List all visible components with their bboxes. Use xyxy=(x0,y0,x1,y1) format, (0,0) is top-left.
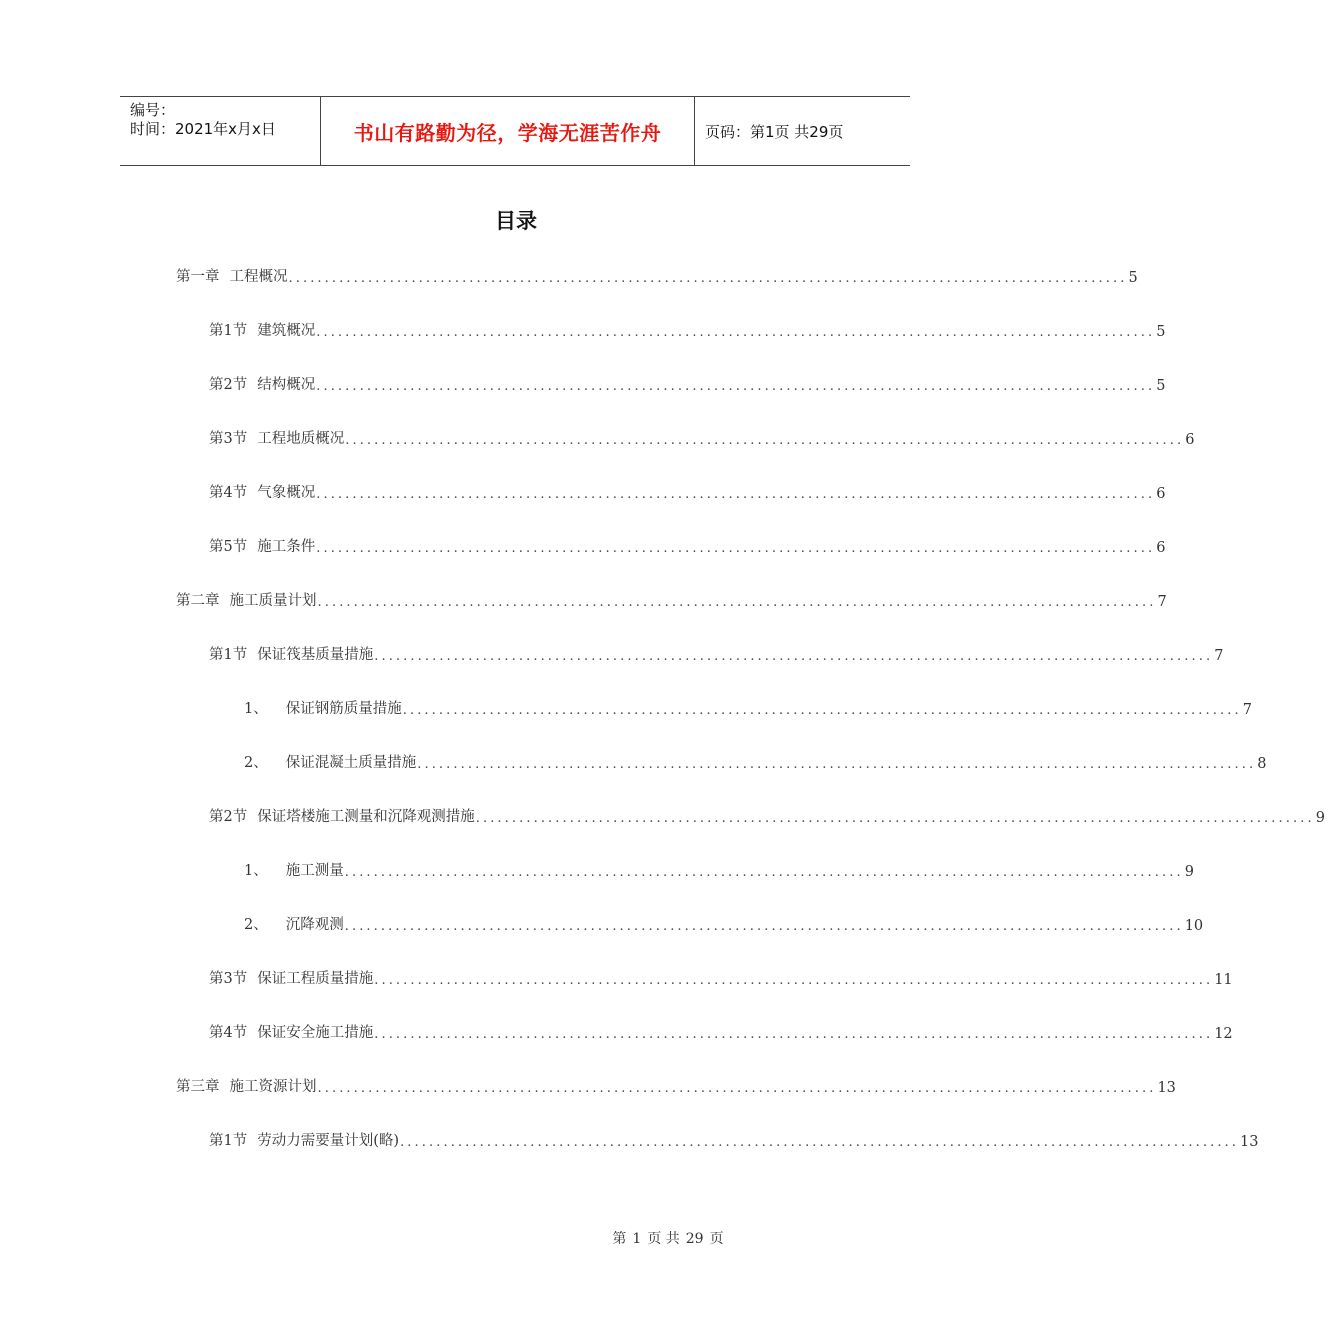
toc-entry-number: 2、 xyxy=(244,755,268,771)
toc-entry-text: 保证安全施工措施 xyxy=(257,1025,374,1041)
toc-leader-dots: .................................................................................................................... xyxy=(374,649,1214,664)
toc-entry-number: 第3节 xyxy=(209,431,248,447)
toc-entry[interactable] xyxy=(176,588,1167,610)
toc-entry-text: 结构概况 xyxy=(257,377,316,393)
toc-entry[interactable] xyxy=(176,1074,1176,1096)
toc-leader-dots: .................................................................................................................... xyxy=(316,487,1156,502)
toc-entry[interactable] xyxy=(209,372,1166,394)
toc-entry[interactable] xyxy=(176,264,1138,286)
toc-entry-text: 工程概况 xyxy=(229,269,288,285)
footer-middle: 页 共 xyxy=(647,1231,680,1247)
toc-leader-dots: .................................................................................................................... xyxy=(317,1081,1157,1096)
toc-leader-dots: .................................................................................................................... xyxy=(345,433,1185,448)
toc-entry-number: 2、 xyxy=(244,917,268,933)
toc-entry-page: 7 xyxy=(1242,702,1252,718)
toc-entry-text: 保证工程质量措施 xyxy=(257,971,374,987)
toc-entry[interactable] xyxy=(244,750,1267,772)
toc-entry-number: 1、 xyxy=(244,701,268,717)
toc-leader-dots: .................................................................................................................... xyxy=(400,1135,1240,1150)
toc-entry-text: 保证混凝土质量措施 xyxy=(285,755,417,771)
toc-entry-page: 5 xyxy=(1128,270,1138,286)
toc-entry-text: 保证筏基质量措施 xyxy=(257,647,374,663)
toc-entry-text: 施工质量计划 xyxy=(229,593,317,609)
toc-entry-number: 第2节 xyxy=(209,377,248,393)
toc-leader-dots: .................................................................................................................... xyxy=(344,865,1184,880)
toc-leader-dots: .................................................................................................................... xyxy=(288,271,1128,286)
toc-title: 目录 xyxy=(495,209,537,233)
toc-entry-page: 8 xyxy=(1257,756,1267,772)
footer-current-page: 1 xyxy=(632,1231,642,1247)
toc-entry-text: 施工资源计划 xyxy=(229,1079,317,1095)
toc-entry-number: 第1节 xyxy=(209,1133,248,1149)
toc-entry-number: 1、 xyxy=(244,863,268,879)
toc-leader-dots: .................................................................................................................... xyxy=(316,541,1156,556)
toc-entry-page: 12 xyxy=(1214,1026,1233,1042)
toc-entry-page: 9 xyxy=(1184,864,1194,880)
toc-entry-page: 13 xyxy=(1157,1080,1176,1096)
toc-entry-number: 第二章 xyxy=(176,593,220,609)
toc-entry-text: 气象概况 xyxy=(257,485,316,501)
toc-entry-text: 施工测量 xyxy=(285,863,344,879)
toc-entry[interactable] xyxy=(244,912,1204,934)
toc-entry-page: 6 xyxy=(1185,432,1195,448)
toc-leader-dots: .................................................................................................................... xyxy=(344,919,1184,934)
toc-entry[interactable] xyxy=(209,804,1325,826)
toc-entry-page: 9 xyxy=(1315,810,1325,826)
footer-total-pages: 29 xyxy=(685,1231,704,1247)
toc-entry-number: 第4节 xyxy=(209,1025,248,1041)
toc-leader-dots: .................................................................................................................... xyxy=(317,595,1157,610)
toc-entry-text: 劳动力需要量计划(略) xyxy=(257,1133,400,1149)
toc-leader-dots: .................................................................................................................... xyxy=(475,811,1315,826)
toc-leader-dots: .................................................................................................................... xyxy=(417,757,1257,772)
toc-entry[interactable] xyxy=(209,966,1233,988)
toc-leader-dots: .................................................................................................................... xyxy=(316,379,1156,394)
footer-suffix: 页 xyxy=(709,1231,724,1247)
toc-entry-page: 5 xyxy=(1156,324,1166,340)
toc-entry-text: 保证塔楼施工测量和沉降观测措施 xyxy=(257,809,475,825)
toc-entry-number: 第4节 xyxy=(209,485,248,501)
toc-entry-page: 7 xyxy=(1157,594,1167,610)
toc-entry-text: 沉降观测 xyxy=(285,917,344,933)
toc-entry-page: 5 xyxy=(1156,378,1166,394)
toc-entry-page: 11 xyxy=(1214,972,1233,988)
toc-entry-number: 第1节 xyxy=(209,323,248,339)
toc-entry[interactable] xyxy=(209,480,1166,502)
toc-leader-dots: .................................................................................................................... xyxy=(316,325,1156,340)
toc-entry-text: 工程地质概况 xyxy=(257,431,345,447)
toc-entry-number: 第1节 xyxy=(209,647,248,663)
toc-entry-page: 13 xyxy=(1240,1134,1259,1150)
toc-entry-number: 第三章 xyxy=(176,1079,220,1095)
toc-entry-text: 建筑概况 xyxy=(257,323,316,339)
toc-entry-page: 6 xyxy=(1156,486,1166,502)
toc-entry-text: 施工条件 xyxy=(257,539,316,555)
toc-entry-page: 7 xyxy=(1214,648,1224,664)
toc-entry-page: 10 xyxy=(1184,918,1204,934)
header-page-label: 页码：第1页 共29页 xyxy=(705,122,844,141)
toc-entry-number: 第5节 xyxy=(209,539,248,555)
toc-leader-dots: .................................................................................................................... xyxy=(374,1027,1214,1042)
toc-entry[interactable] xyxy=(209,318,1166,340)
toc-entry[interactable] xyxy=(209,642,1224,664)
footer-prefix: 第 xyxy=(612,1231,627,1247)
toc-entry-number: 第2节 xyxy=(209,809,248,825)
toc-entry[interactable] xyxy=(209,534,1166,556)
toc-entry[interactable] xyxy=(209,1128,1259,1150)
header-motto: 书山有路勤为径，学海无涯苦作舟 xyxy=(321,97,695,165)
toc-leader-dots: .................................................................................................................... xyxy=(402,703,1242,718)
toc-entry[interactable] xyxy=(209,1020,1233,1042)
toc-entry-number: 第一章 xyxy=(176,269,220,285)
toc-entry[interactable] xyxy=(209,426,1195,448)
toc-leader-dots: .................................................................................................................... xyxy=(374,973,1214,988)
toc-entry[interactable] xyxy=(244,696,1252,718)
toc-entry[interactable] xyxy=(244,858,1194,880)
toc-entry-page: 6 xyxy=(1156,540,1166,556)
header-number-label: 编号： xyxy=(130,101,176,119)
toc-entry-number: 第3节 xyxy=(209,971,248,987)
header-time-label: 时间：2021年x月x日 xyxy=(130,120,276,138)
toc-entry-text: 保证钢筋质量措施 xyxy=(285,701,402,717)
page-footer xyxy=(0,1228,1336,1248)
